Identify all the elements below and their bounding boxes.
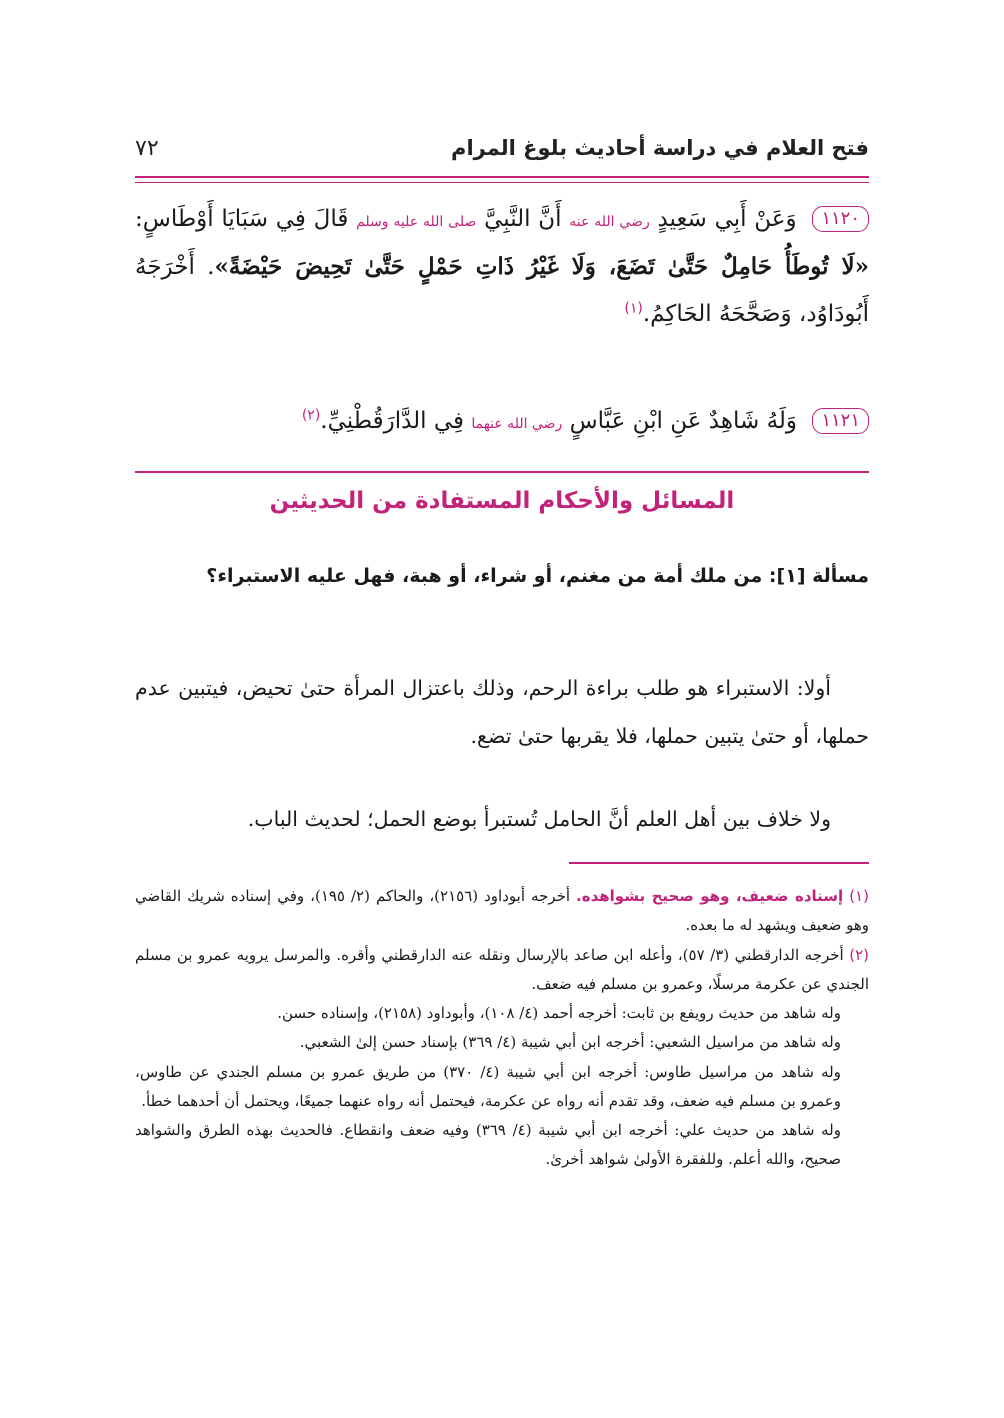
page-number: ٧٢ (135, 135, 159, 161)
hadith-mid: أَنَّ النَّبِيَّ (484, 206, 562, 232)
hadith-1121 (135, 398, 869, 445)
salawat-symbol: صلى الله عليه وسلم (356, 214, 477, 230)
footnote-ref-1[interactable]: (١) (624, 300, 643, 317)
footnote-1 (135, 882, 869, 941)
page-header (135, 128, 869, 168)
hadith-text: وَلَهُ شَاهِدٌ عَنِ ابْنِ عَبَّاسٍ (569, 408, 798, 434)
footnote-divider (569, 862, 869, 864)
honorific-symbol: رضي الله عنه (569, 214, 650, 230)
footnotes (135, 882, 869, 1175)
footnote-2-witness-3: وله شاهد من مراسيل طاوس: أخرجه ابن أبي شيبة (٤/ ٣٧٠) من طريق عمرو بن مسلم الجندي عن طاوس، وعمرو بن مسلم فيه ضعف، وقد تقدم أنه رواه عن عكرمة، فيحتمل أنه رواه عنهما جميعًا، ويحتمل أن أحدهما خطأ. (135, 1062, 841, 1110)
hadith-1120 (135, 196, 869, 338)
footnote-number: (١) (849, 887, 869, 905)
question-heading: مسألة [١]: من ملك أمة من مغنم، أو شراء، أو هبة، فهل عليه الاستبراء؟ (206, 565, 869, 587)
hadith-intro: وَعَنْ أَبِي سَعِيدٍ (657, 206, 797, 232)
hadith-said: قَالَ فِي سَبَايَا أَوْطَاسٍ: (135, 206, 349, 232)
section-divider (135, 471, 869, 473)
section-heading: المسائل والأحكام المستفادة من الحديثين (269, 488, 735, 514)
hadith-tail: فِي الدَّارَقُطْنِيِّ. (320, 408, 465, 434)
footnote-text: أخرجه أبوداود (٢١٥٦)، والحاكم (٢/ ١٩٥)، وفي إسناده شريك القاضي وهو ضعيف ويشهد له ما بعده. (135, 887, 869, 935)
hadith-number: ١١٢٠ (812, 206, 869, 232)
hadith-number: ١١٢١ (812, 408, 869, 434)
answer-paragraph-2: ولا خلاف بين أهل العلم أنَّ الحامل تُستبرأ بوضع الحمل؛ لحديث الباب. (247, 807, 831, 831)
book-title: فتح العلام في دراسة أحاديث بلوغ المرام (451, 136, 869, 160)
footnote-2-witness-1: وله شاهد من حديث رويفع بن ثابت: أخرجه أحمد (٤/ ١٠٨)، وأبوداود (٢١٥٨)، وإسناده حسن. (277, 1004, 841, 1022)
footnote-2-witness-4: وله شاهد من حديث علي: أخرجه ابن أبي شيبة (٤/ ٣٦٩) وفيه ضعف وانقطاع. فالحديث بهذه الطرق والشواهد صحيح، والله أعلم. وللفقرة الأولىٰ شواهد أخرىٰ. (135, 1121, 841, 1169)
header-rule-thin (135, 182, 869, 183)
answer-paragraph-1: أولا: الاستبراء هو طلب براءة الرحم، وذلك باعتزال المرأة حتىٰ تحيض، فيتبين عدم حملها، أو حتىٰ يتبين حملها، فلا يقربها حتىٰ تضع. (135, 676, 869, 749)
footnote-ref-2[interactable]: (٢) (301, 407, 321, 424)
prophetic-quote: «لَا تُوطَأُ حَامِلٌ حَتَّىٰ تَضَعَ، وَلَا غَيْرُ ذَاتِ حَمْلٍ حَتَّىٰ تَحِيضَ حَيْضَةً» (214, 253, 869, 281)
footnote-2-witness-2: وله شاهد من مراسيل الشعبي: أخرجه ابن أبي شيبة (٤/ ٣٦٩) بإسناد حسن إلىٰ الشعبي. (299, 1033, 841, 1052)
hadith-tail: . أَخْرَجَهُ أَبُودَاوُد، وَصَحَّحَهُ الحَاكِمُ. (135, 254, 869, 328)
footnote-2 (135, 941, 869, 1000)
footnote-grade: إسناده ضعيف، وهو صحيح بشواهده. (576, 887, 844, 905)
footnote-text: أخرجه الدارقطني (٣/ ٥٧)، وأعله ابن صاعد بالإرسال ونقله عنه الدارقطني وأقره. والمرسل يرويه عمرو بن مسلم الجندي عن عكرمة مرسلًا، وعمرو بن مسلم فيه ضعف. (135, 945, 869, 993)
header-rule (135, 176, 869, 178)
footnote-number: (٢) (849, 945, 869, 964)
honorific-symbol: رضي الله عنهما (471, 416, 563, 432)
